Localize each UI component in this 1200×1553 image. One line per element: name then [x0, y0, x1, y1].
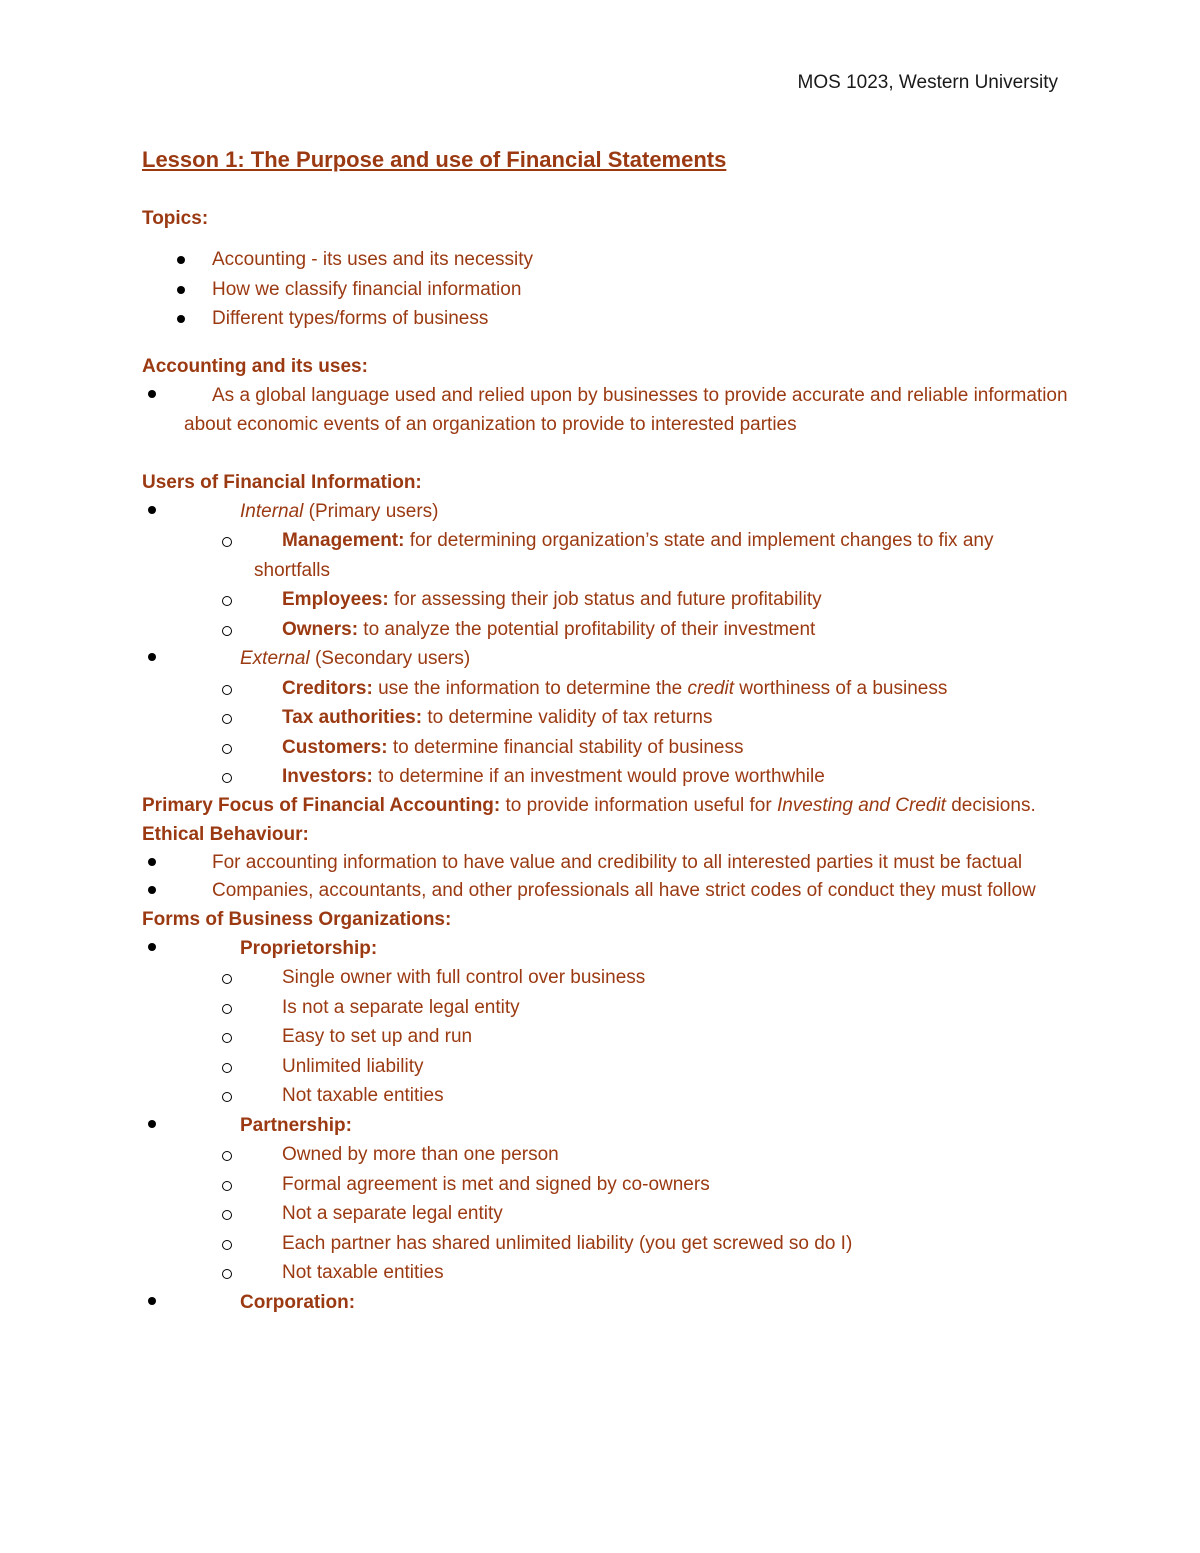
internal-label: Internal [240, 500, 304, 522]
topic-item: How we classify financial information [142, 275, 1072, 305]
form-detail-text: Not a separate legal entity [282, 1203, 503, 1224]
ethical-heading: Ethical Behaviour: [142, 823, 309, 845]
forms-list [142, 934, 1072, 1318]
circle-bullet-icon [222, 626, 232, 636]
accounting-uses-list [142, 381, 1072, 440]
proprietorship-item [142, 934, 1072, 1111]
user-desc: to determine validity of tax returns [422, 707, 713, 728]
internal-note: (Primary users) [303, 500, 439, 522]
topic-item: Accounting - its uses and its necessity [142, 245, 1072, 275]
topics-heading: Topics: [142, 208, 209, 229]
form-detail-text: Unlimited liability [282, 1055, 424, 1077]
form-detail-item [142, 1022, 1072, 1052]
user-desc: to analyze the potential profitability of their investment [358, 618, 816, 640]
circle-bullet-icon [222, 1269, 232, 1279]
ethical-item: For accounting information to have value and credibility to all interested parties it must be factual [142, 849, 1072, 877]
user-desc: worthiness of a business [734, 677, 948, 699]
user-desc: to determine financial stability of business [387, 736, 744, 758]
primary-focus [142, 792, 1072, 820]
ethical-list [142, 849, 1072, 905]
user-item [142, 762, 1072, 792]
form-detail-text: Not taxable entities [282, 1085, 444, 1106]
user-item [142, 615, 1072, 645]
circle-bullet-icon [222, 1033, 232, 1043]
topic-item: Different types/forms of business [142, 304, 1072, 334]
circle-bullet-icon [222, 974, 232, 984]
users-heading: Users of Financial Information: [142, 471, 422, 493]
form-detail-item [142, 1258, 1072, 1288]
circle-bullet-icon [222, 537, 232, 547]
primary-focus-text: to provide information useful for [500, 794, 777, 816]
circle-bullet-icon [222, 773, 232, 783]
user-term: Tax authorities: [282, 707, 423, 728]
user-desc-italic: credit [687, 677, 734, 699]
primary-focus-term: Primary Focus of Financial Accounting: [142, 794, 501, 816]
circle-bullet-icon [222, 1210, 232, 1220]
internal-users-item [142, 497, 1072, 645]
circle-bullet-icon [222, 1004, 232, 1014]
partnership-item [142, 1111, 1072, 1288]
circle-bullet-icon [222, 1240, 232, 1250]
forms-heading: Forms of Business Organizations: [142, 908, 452, 930]
form-detail-item [142, 963, 1072, 993]
circle-bullet-icon [222, 1063, 232, 1073]
ethical-item: Companies, accountants, and other professionals all have strict codes of conduct they must follow [142, 877, 1072, 905]
topics-list [142, 245, 1072, 334]
form-detail-item [142, 1199, 1072, 1229]
circle-bullet-icon [222, 685, 232, 695]
circle-bullet-icon [222, 744, 232, 754]
circle-bullet-icon [222, 714, 232, 724]
users-list [142, 497, 1072, 792]
form-detail-item [142, 993, 1072, 1023]
form-detail-text: Is not a separate legal entity [282, 996, 520, 1018]
external-label: External [240, 648, 310, 669]
user-item [142, 674, 1072, 704]
user-term: Employees: [282, 589, 389, 610]
lesson-body [142, 146, 1072, 1317]
user-desc: to determine if an investment would prove worthwhile [372, 766, 825, 787]
proprietorship-label: Proprietorship: [240, 937, 378, 959]
form-detail-item [142, 1229, 1072, 1259]
form-detail-text: Not taxable entities [282, 1262, 444, 1283]
primary-focus-italic: Investing and Credit [776, 794, 946, 816]
form-detail-item [142, 1140, 1072, 1170]
corporation-item [142, 1288, 1072, 1318]
user-term: Owners: [282, 618, 359, 640]
form-detail-text: Each partner has shared unlimited liability (you get screwed so do I) [282, 1232, 853, 1254]
user-desc: for assessing their job status and future profitability [388, 589, 822, 610]
user-term: Customers: [282, 736, 388, 758]
user-term: Investors: [282, 766, 373, 787]
external-users-item [142, 644, 1072, 792]
external-users-sublist [142, 674, 1072, 792]
user-term: Management: [282, 530, 405, 551]
form-detail-text: Formal agreement is met and signed by co-owners [282, 1173, 710, 1195]
user-desc: use the information to determine the [372, 677, 688, 699]
user-desc: for determining organization’s state and implement changes to fix any shortfalls [254, 530, 994, 581]
course-header: MOS 1023, Western University [797, 72, 1058, 93]
circle-bullet-icon [222, 1151, 232, 1161]
user-item [142, 526, 1072, 585]
form-detail-item [142, 1081, 1072, 1111]
user-item [142, 733, 1072, 763]
user-item [142, 585, 1072, 615]
primary-focus-tail: decisions. [945, 794, 1036, 816]
form-detail-text: Easy to set up and run [282, 1026, 473, 1047]
partnership-sublist [142, 1140, 1072, 1288]
form-detail-item [142, 1170, 1072, 1200]
circle-bullet-icon [222, 596, 232, 606]
corporation-label: Corporation: [240, 1291, 356, 1313]
lesson-title: Lesson 1: The Purpose and use of Financial Statements [142, 147, 727, 172]
accounting-uses-heading: Accounting and its uses: [142, 355, 368, 377]
form-detail-text: Owned by more than one person [282, 1144, 559, 1165]
external-note: (Secondary users) [309, 648, 471, 669]
circle-bullet-icon [222, 1092, 232, 1102]
circle-bullet-icon [222, 1181, 232, 1191]
form-detail-item [142, 1052, 1072, 1082]
form-detail-text: Single owner with full control over business [282, 967, 646, 988]
user-term: Creditors: [282, 677, 373, 699]
internal-users-sublist [142, 526, 1072, 644]
accounting-uses-item: As a global language used and relied upon by businesses to provide accurate and reliable information about economic events of an organization to provide to interested parties [142, 381, 1072, 440]
user-item [142, 703, 1072, 733]
partnership-label: Partnership: [240, 1114, 352, 1136]
proprietorship-sublist [142, 963, 1072, 1111]
